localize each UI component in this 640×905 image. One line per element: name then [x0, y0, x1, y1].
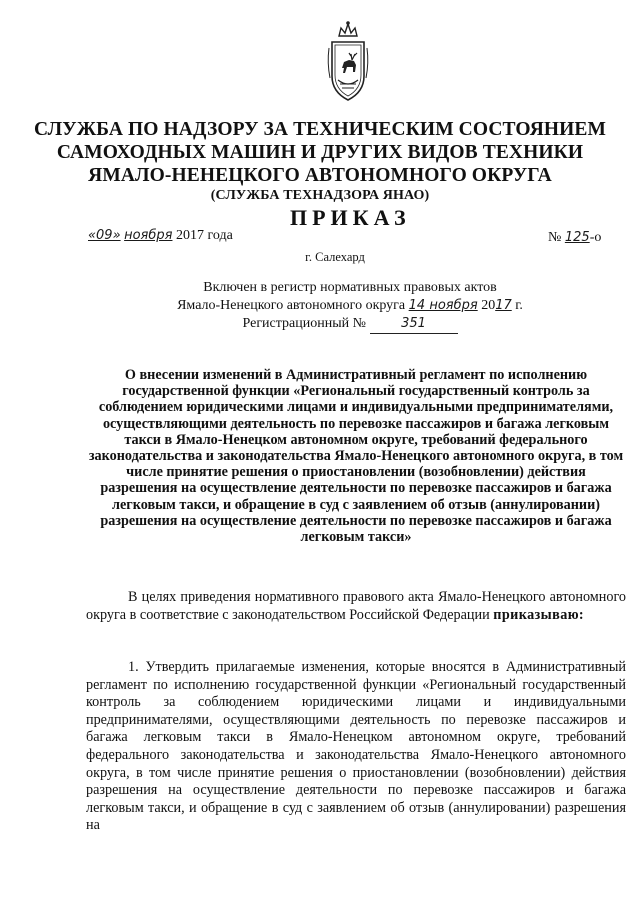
date-day-handwritten: «09»: [88, 228, 121, 243]
registration-line3: Регистрационный № 351: [140, 315, 560, 334]
order-date: [88, 228, 233, 244]
registration-date-handwritten: 14 ноября: [408, 298, 478, 313]
city-location: г. Салехард: [305, 250, 365, 264]
date-month-handwritten: ноября: [124, 228, 173, 243]
intro-paragraph: В целях приведения нормативного правового акта Ямало-Ненецкого автономного округа в соответствие с законодательством Российской Федерации приказываю:: [86, 589, 626, 623]
registration-line1: Включен в регистр нормативных правовых актов: [203, 280, 497, 295]
org-name-line3: ЯМАЛО-НЕНЕЦКОГО АВТОНОМНОГО ОКРУГА: [88, 165, 552, 186]
order-verb: приказываю:: [493, 606, 585, 623]
number-suffix: -о: [589, 230, 602, 245]
document-type-title: ПРИКАЗ: [290, 205, 411, 230]
registration-number-handwritten: 351: [401, 316, 426, 331]
registration-year-handwritten: 17: [495, 298, 512, 313]
registration-stamp: [140, 279, 560, 334]
number-prefix: №: [548, 230, 562, 245]
order-title: О внесении изменений в Административный регламент по исполнению государственной функции «Региональный государственный контроль за соблюдением юридическими лицами и индивидуальными предпринимателями, осуществляющими деятельность по перевозке пассажиров и багажа легковым такси в Ямало-Ненецком автономном округе, требований федерального законодательства и законодательства Ямало-Ненецкого автономного округа, в том числе принятие решения о приостановлении (возобновлении) действия разрешения на осуществление деятельности по перевозке пассажиров и багажа легковым такси, и обращение в суд с заявлением об отзыв (аннулировании) разрешения на осуществление деятельности по перевозке пассажиров и багажа легковым такси»: [88, 367, 624, 546]
org-name-line1: СЛУЖБА ПО НАДЗОРУ ЗА ТЕХНИЧЕСКИМ СОСТОЯНИЕМ: [33, 119, 607, 140]
org-name-line2: САМОХОДНЫХ МАШИН И ДРУГИХ ВИДОВ ТЕХНИКИ: [56, 142, 584, 163]
org-abbreviation: (СЛУЖБА ТЕХНАДЗОРА ЯНАО): [210, 188, 430, 203]
item-1-paragraph: 1. Утвердить прилагаемые изменения, которые вносятся в Административный регламент по исполнению государственной функции «Региональный государственный контроль за соблюдением юридическими лицами и индивидуальными предпринимателями, осуществляющими деятельность по перевозке пассажиров и багажа легковым такси в Ямало-Ненецком автономном округе, требований федерального законодательства и законодательства Ямало-Ненецкого автономного округа, в том числе принятие решения о приостановлении (возобновлении) действия разрешения на осуществление деятельности по перевозке пассажиров и багажа легковым такси, и обращение в суд с заявлением об отзыв (аннулировании) разрешения на: [86, 659, 626, 834]
number-handwritten: 125: [564, 230, 590, 245]
date-year: 2017 года: [175, 228, 233, 243]
coat-of-arms-emblem: [325, 18, 371, 110]
registration-line2: Ямало-Ненецкого автономного округа 14 ноября 2017 г.: [177, 298, 523, 313]
organization-header: [0, 118, 640, 205]
order-number: [548, 230, 601, 246]
